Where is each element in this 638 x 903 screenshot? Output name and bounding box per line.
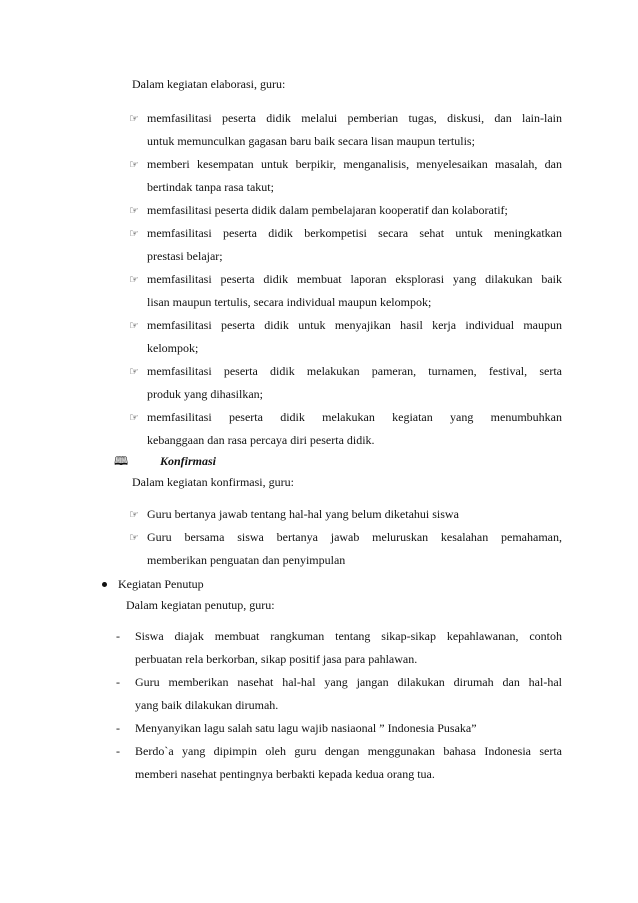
pointing-hand-icon: ☞ <box>129 531 139 544</box>
penutup-heading: Kegiatan Penutup <box>118 577 204 591</box>
penutup-intro: Dalam kegiatan penutup, guru: <box>126 598 275 612</box>
list-item: Berdo`a yang dipimpin oleh guru dengan menggunakan bahasa Indonesia serta <box>135 744 562 758</box>
list-item-continuation: yang baik dilakukan dirumah. <box>135 698 279 712</box>
list-item-continuation: kebanggaan dan rasa percaya diri peserta didik. <box>147 433 375 447</box>
konfirmasi-intro: Dalam kegiatan konfirmasi, guru: <box>132 475 294 489</box>
list-item: memberi kesempatan untuk berpikir, menganalisis, menyelesaikan masalah, dan <box>147 157 562 171</box>
list-item: memfasilitasi peserta didik untuk menyajikan hasil kerja individual maupun <box>147 318 562 332</box>
pointing-hand-icon: ☞ <box>129 319 139 332</box>
pointing-hand-icon: ☞ <box>129 204 139 217</box>
list-item-continuation: kelompok; <box>147 341 199 355</box>
pointing-hand-icon: ☞ <box>129 365 139 378</box>
dash-bullet: - <box>116 744 120 758</box>
list-item: Menyanyikan lagu salah satu lagu wajib nasiaonal ” Indonesia Pusaka” <box>135 721 477 735</box>
book-icon: 🕮 <box>114 454 129 468</box>
dash-bullet: - <box>116 721 120 735</box>
list-item: memfasilitasi peserta didik membuat laporan eksplorasi yang dilakukan baik <box>147 272 562 286</box>
dash-bullet: - <box>116 675 120 689</box>
list-item-continuation: produk yang dihasilkan; <box>147 387 263 401</box>
list-item-continuation: prestasi belajar; <box>147 249 223 263</box>
list-item: memfasilitasi peserta didik dalam pembelajaran kooperatif dan kolaboratif; <box>147 203 508 217</box>
pointing-hand-icon: ☞ <box>129 273 139 286</box>
list-item-continuation: lisan maupun tertulis, secara individual maupun kelompok; <box>147 295 432 309</box>
pointing-hand-icon: ☞ <box>129 227 139 240</box>
pointing-hand-icon: ☞ <box>129 411 139 424</box>
list-item-continuation: untuk memunculkan gagasan baru baik secara lisan maupun tertulis; <box>147 134 475 148</box>
list-item-continuation: perbuatan rela berkorban, sikap positif jasa para pahlawan. <box>135 652 418 666</box>
pointing-hand-icon: ☞ <box>129 158 139 171</box>
list-item: Guru memberikan nasehat hal-hal yang jangan dilakukan dirumah dan hal-hal <box>135 675 562 689</box>
list-item-continuation: memberi nasehat pentingnya berbakti kepada kedua orang tua. <box>135 767 435 781</box>
list-item-continuation: memberikan penguatan dan penyimpulan <box>147 553 346 567</box>
pointing-hand-icon: ☞ <box>129 508 139 521</box>
bullet-icon <box>102 582 107 587</box>
elaborasi-intro: Dalam kegiatan elaborasi, guru: <box>132 77 286 91</box>
pointing-hand-icon: ☞ <box>129 112 139 125</box>
konfirmasi-heading: Konfirmasi <box>160 454 217 468</box>
list-item: Guru bertanya jawab tentang hal-hal yang belum diketahui siswa <box>147 507 459 521</box>
list-item-continuation: bertindak tanpa rasa takut; <box>147 180 274 194</box>
list-item: memfasilitasi peserta didik melakukan pameran, turnamen, festival, serta <box>147 364 562 378</box>
dash-bullet: - <box>116 629 120 643</box>
list-item: memfasilitasi peserta didik melakukan kegiatan yang menumbuhkan <box>147 410 562 424</box>
list-item: Siswa diajak membuat rangkuman tentang sikap-sikap kepahlawanan, contoh <box>135 629 562 643</box>
list-item: memfasilitasi peserta didik melalui pemberian tugas, diskusi, dan lain-lain <box>147 111 562 125</box>
list-item: Guru bersama siswa bertanya jawab meluruskan kesalahan pemahaman, <box>147 530 562 544</box>
list-item: memfasilitasi peserta didik berkompetisi secara sehat untuk meningkatkan <box>147 226 562 240</box>
